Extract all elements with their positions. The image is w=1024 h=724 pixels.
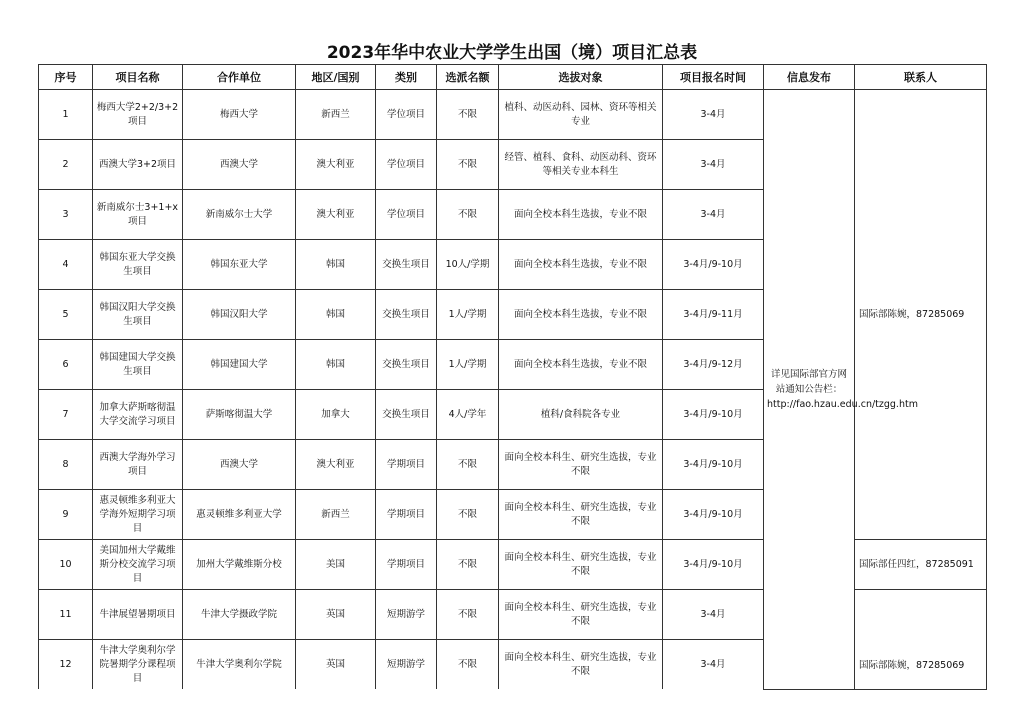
header-partner: 合作单位: [183, 65, 296, 90]
cell-region: 新西兰: [296, 90, 376, 140]
cell-name: 牛津大学奥利尔学院暑期学分课程项目: [93, 640, 183, 690]
cell-time: 3-4月/9-10月: [663, 440, 764, 490]
cell-target: 面向全校本科生选拔，专业不限: [499, 290, 663, 340]
cell-time: 3-4月/9-10月: [663, 540, 764, 590]
cell-no: 12: [39, 640, 93, 690]
contact-cell: 国际部陈婉，87285069: [855, 90, 987, 540]
cell-region: 英国: [296, 640, 376, 690]
cell-target: 面向全校本科生、研究生选拔，专业不限: [499, 540, 663, 590]
header-contact: 联系人: [855, 65, 987, 90]
header-type: 类别: [376, 65, 437, 90]
cell-partner: 牛津大学奥利尔学院: [183, 640, 296, 690]
cell-no: 6: [39, 340, 93, 390]
cell-quota: 4人/学年: [437, 390, 499, 440]
cell-type: 交换生项目: [376, 290, 437, 340]
cell-quota: 10人/学期: [437, 240, 499, 290]
cell-name: 韩国建国大学交换生项目: [93, 340, 183, 390]
cell-no: 5: [39, 290, 93, 340]
cell-name: 韩国东亚大学交换生项目: [93, 240, 183, 290]
cell-time: 3-4月/9-10月: [663, 490, 764, 540]
header-region: 地区/国别: [296, 65, 376, 90]
cell-region: 英国: [296, 590, 376, 640]
cell-no: 2: [39, 140, 93, 190]
cell-quota: 不限: [437, 90, 499, 140]
cell-region: 韩国: [296, 340, 376, 390]
cell-no: 1: [39, 90, 93, 140]
contact-cell: 国际部陈婉，87285069: [855, 590, 987, 690]
cell-no: 3: [39, 190, 93, 240]
cell-name: 韩国汉阳大学交换生项目: [93, 290, 183, 340]
cell-no: 8: [39, 440, 93, 490]
header-quota: 选派名额: [437, 65, 499, 90]
cell-type: 交换生项目: [376, 340, 437, 390]
cell-type: 交换生项目: [376, 240, 437, 290]
cell-target: 经管、植科、食科、动医动科、资环等相关专业本科生: [499, 140, 663, 190]
cell-partner: 梅西大学: [183, 90, 296, 140]
cell-region: 澳大利亚: [296, 140, 376, 190]
cell-partner: 西澳大学: [183, 140, 296, 190]
cell-name: 梅西大学2+2/3+2项目: [93, 90, 183, 140]
cell-name: 惠灵顿维多利亚大学海外短期学习项目: [93, 490, 183, 540]
cell-type: 交换生项目: [376, 390, 437, 440]
info-release-cell: 详见国际部官方网站通知公告栏：http://fao.hzau.edu.cn/tzgg.htm: [764, 90, 855, 690]
cell-name: 西澳大学3+2项目: [93, 140, 183, 190]
cell-time: 3-4月: [663, 190, 764, 240]
cell-target: 面向全校本科生选拔，专业不限: [499, 240, 663, 290]
cell-region: 澳大利亚: [296, 440, 376, 490]
cell-quota: 不限: [437, 190, 499, 240]
cell-type: 短期游学: [376, 590, 437, 640]
header-name: 项目名称: [93, 65, 183, 90]
cell-no: 10: [39, 540, 93, 590]
cell-quota: 1人/学期: [437, 340, 499, 390]
cell-partner: 新南威尔士大学: [183, 190, 296, 240]
cell-type: 学期项目: [376, 440, 437, 490]
cell-quota: 不限: [437, 540, 499, 590]
cell-name: 美国加州大学戴维斯分校交流学习项目: [93, 540, 183, 590]
cell-partner: 韩国汉阳大学: [183, 290, 296, 340]
cell-quota: 不限: [437, 140, 499, 190]
cell-time: 3-4月/9-10月: [663, 390, 764, 440]
cell-type: 学位项目: [376, 190, 437, 240]
cell-region: 韩国: [296, 240, 376, 290]
cell-type: 学位项目: [376, 90, 437, 140]
cell-region: 澳大利亚: [296, 190, 376, 240]
header-target: 选拔对象: [499, 65, 663, 90]
cell-no: 11: [39, 590, 93, 640]
cell-partner: 韩国东亚大学: [183, 240, 296, 290]
cell-region: 加拿大: [296, 390, 376, 440]
cell-region: 新西兰: [296, 490, 376, 540]
cell-partner: 萨斯喀彻温大学: [183, 390, 296, 440]
cell-no: 9: [39, 490, 93, 540]
page-title: 2023年华中农业大学学生出国（境）项目汇总表: [326, 43, 698, 63]
cell-no: 4: [39, 240, 93, 290]
cell-region: 韩国: [296, 290, 376, 340]
cell-time: 3-4月: [663, 90, 764, 140]
cell-time: 3-4月: [663, 140, 764, 190]
cell-quota: 不限: [437, 590, 499, 640]
cell-target: 面向全校本科生、研究生选拔，专业不限: [499, 590, 663, 640]
cell-name: 新南威尔士3+1+x项目: [93, 190, 183, 240]
cell-partner: 牛津大学摄政学院: [183, 590, 296, 640]
cell-no: 7: [39, 390, 93, 440]
cell-target: 面向全校本科生、研究生选拔，专业不限: [499, 440, 663, 490]
header-time: 项目报名时间: [663, 65, 764, 90]
cell-target: 植科、动医动科、园林、资环等相关专业: [499, 90, 663, 140]
cell-partner: 韩国建国大学: [183, 340, 296, 390]
cell-partner: 西澳大学: [183, 440, 296, 490]
cell-target: 面向全校本科生、研究生选拔，专业不限: [499, 640, 663, 690]
cell-type: 短期游学: [376, 640, 437, 690]
cell-target: 面向全校本科生选拔，专业不限: [499, 340, 663, 390]
cell-quota: 不限: [437, 490, 499, 540]
cell-quota: 1人/学期: [437, 290, 499, 340]
cell-partner: 惠灵顿维多利亚大学: [183, 490, 296, 540]
cell-time: 3-4月/9-12月: [663, 340, 764, 390]
cell-target: 面向全校本科生选拔，专业不限: [499, 190, 663, 240]
cell-time: 3-4月/9-11月: [663, 290, 764, 340]
cell-type: 学期项目: [376, 540, 437, 590]
cell-name: 牛津展望暑期项目: [93, 590, 183, 640]
cell-target: 面向全校本科生、研究生选拔，专业不限: [499, 490, 663, 540]
header-info: 信息发布: [764, 65, 855, 90]
cell-time: 3-4月: [663, 590, 764, 640]
table-row: [39, 90, 987, 140]
cell-quota: 不限: [437, 440, 499, 490]
cell-time: 3-4月/9-10月: [663, 240, 764, 290]
cell-quota: 不限: [437, 640, 499, 690]
cell-partner: 加州大学戴维斯分校: [183, 540, 296, 590]
contact-cell: 国际部任四红，87285091: [855, 540, 987, 590]
cell-region: 美国: [296, 540, 376, 590]
header-no: 序号: [39, 65, 93, 90]
cell-target: 植科/食科院各专业: [499, 390, 663, 440]
project-summary-table: [38, 64, 987, 690]
header-row: [39, 65, 987, 90]
cell-name: 加拿大萨斯喀彻温大学交流学习项目: [93, 390, 183, 440]
cell-type: 学期项目: [376, 490, 437, 540]
cell-type: 学位项目: [376, 140, 437, 190]
cell-name: 西澳大学海外学习项目: [93, 440, 183, 490]
cell-time: 3-4月: [663, 640, 764, 690]
